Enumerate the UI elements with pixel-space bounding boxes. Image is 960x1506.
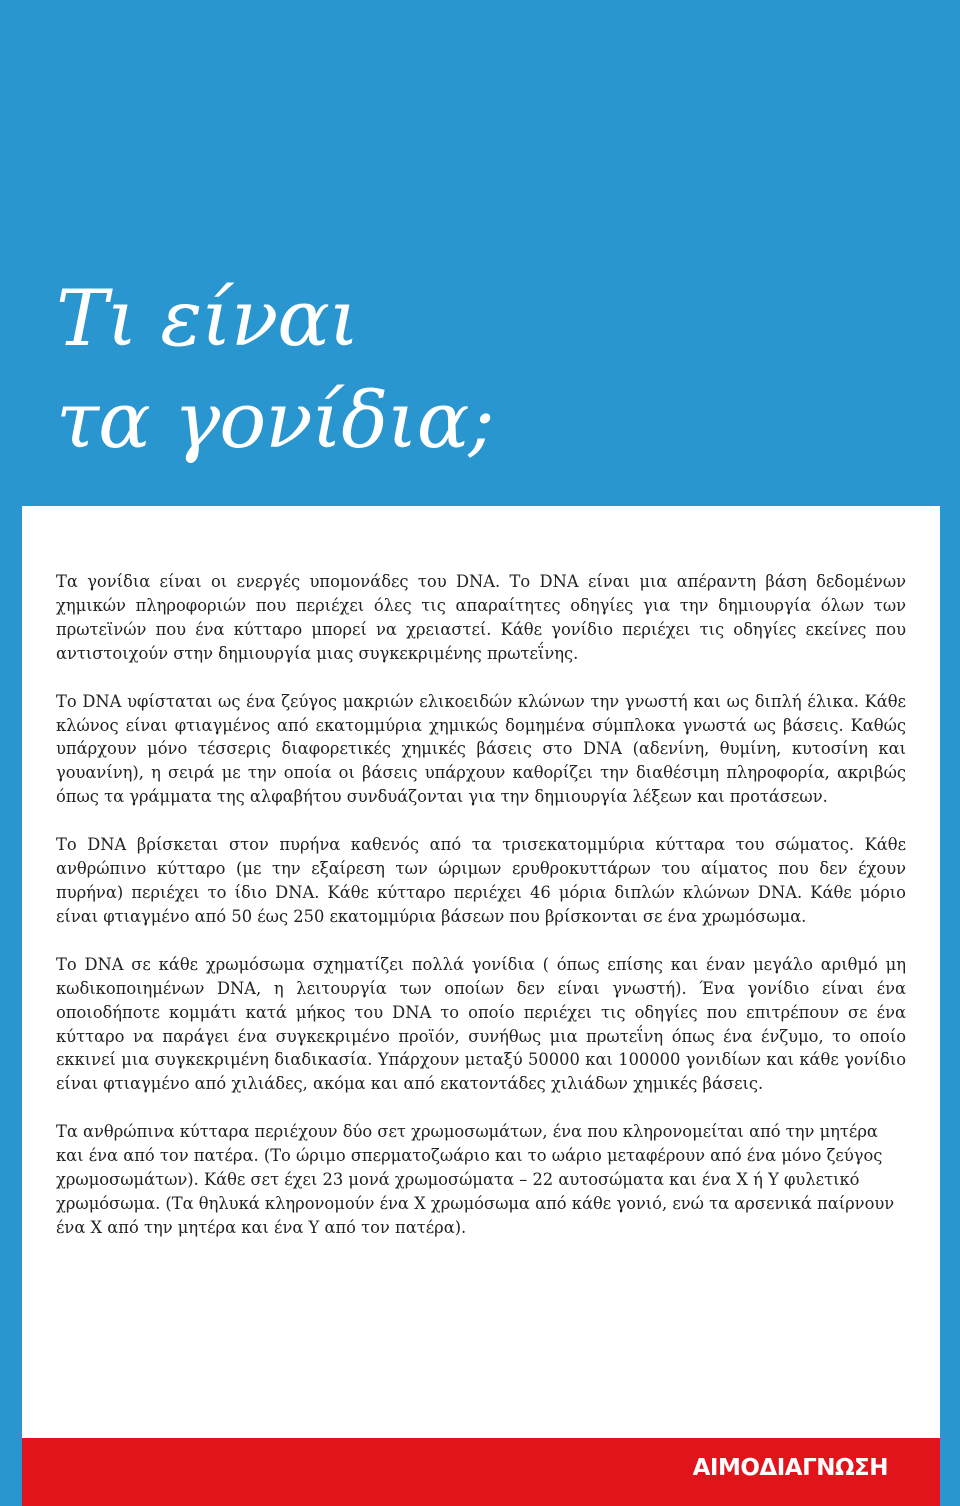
title-line-1: Τι είναι (56, 274, 359, 364)
page-title (56, 268, 494, 472)
footer-bar (22, 1438, 940, 1506)
content-panel (22, 506, 940, 1438)
paragraph-chromosome-sets: Τα ανθρώπινα κύτταρα περιέχουν δύο σετ χρωμοσωμάτων, ένα που κληρονομείται από την μητέρα και ένα από τον πατέρα. (Το ώριμο σπερματοζωάριο και το ωάριο μεταφέρουν από ένα μόνο ζεύγος χρωμοσωμάτων). Κάθε σετ έχει 23 μονά χρωμοσώματα – 22 αυτοσώματα και ένα Χ ή Υ φυλετικό χρωμόσωμα. (Τα θηλυκά κληρονομούν ένα Χ χρωμόσωμα από κάθε γονιό, ενώ τα αρσενικά παίρνουν ένα Χ από την μητέρα και ένα Υ από τον πατέρα). (56, 1122, 895, 1237)
paragraph-dna-nucleus: Το DNA βρίσκεται στον πυρήνα καθενός από τα τρισεκατομμύρια κύτταρα του σώματος. Κάθε ανθρώπινο κύτταρο (με την εξαίρεση των ώριμων ερυθροκυττάρων του αίματος που δεν έχουν πυρήνα) περιέχει το ίδιο DNA. Κάθε κύτταρο περιέχει 46 μόρια διπλών κλώνων DNA. Κάθε μόριο είναι φτιαγμένο από 50 έως 250 εκατομμύρια βάσεων που βρίσκονται σε ένα χρωμόσωμα. (56, 835, 906, 926)
paragraph-genes-intro: Τα γονίδια είναι οι ενεργές υπομονάδες του DNA. Το DNA είναι μια απέραντη βάση δεδομένων χημικών πληροφοριών που περιέχει όλες τις απαραίτητες οδηγίες για την δημιουργία όλων των πρωτεϊνών που ένα κύτταρο μπορεί να χρειαστεί. Κάθε γονίδιο περιέχει τις οδηγίες εκείνες που αντιστοιχούν στην δημιουργία μιας συγκεκριμένης πρωτεΐνης. (56, 572, 906, 663)
paragraph-genes-per-chromosome: Το DNA σε κάθε χρωμόσωμα σχηματίζει πολλά γονίδια ( όπως επίσης και έναν μεγάλο αριθμό μη κωδικοποιημένων DNA, η λειτουργία των οποίων δεν είναι γνωστή). Ένα γονίδιο είναι ένα οποιοδήποτε κομμάτι κατά μήκος του DNA το οποίο περιέχει τις οδηγίες που επιτρέπουν σε ένα κύτταρο να παράγει ένα συγκεκριμένο προϊόν, συνήθως μια πρωτεΐνη όπως ένα ένζυμο, το οποίο εκκινεί μια συγκεκριμένη διαδικασία. Υπάρχουν μεταξύ 50000 και 100000 γονιδίων και κάθε γονίδιο είναι φτιαγμένο από χιλιάδες, ακόμα και από εκατοντάδες χιλιάδων χημικές βάσεις. (56, 954, 906, 1094)
title-line-2: τα γονίδια; (56, 376, 494, 466)
paragraph-double-helix: Το DNA υφίσταται ως ένα ζεύγος μακριών ελικοειδών κλώνων την γνωστή και ως διπλή έλικα. Κάθε κλώνος είναι φτιαγμένος από εκατομμύρια χημικώς δομημένα σύμπλοκα γνωστά ως βάσεις. Καθώς υπάρχουν μόνο τέσσερις διαφορετικές χημικές βάσεις στο DNA (αδενίνη, θυμίνη, κυτοσίνη και γουανίνη), η σειρά με την οποία οι βάσεις υπάρχουν καθορίζει την διαθέσιμη πληροφορία, ακριβώς όπως τα γράμματα της αλφαβήτου συνδυάζονται για την δημιουργία λέξεων και προτάσεων. (56, 691, 906, 807)
brand-logo: ΑΙΜΟΔΙΑΓΝΩΣΗ (692, 1455, 888, 1481)
